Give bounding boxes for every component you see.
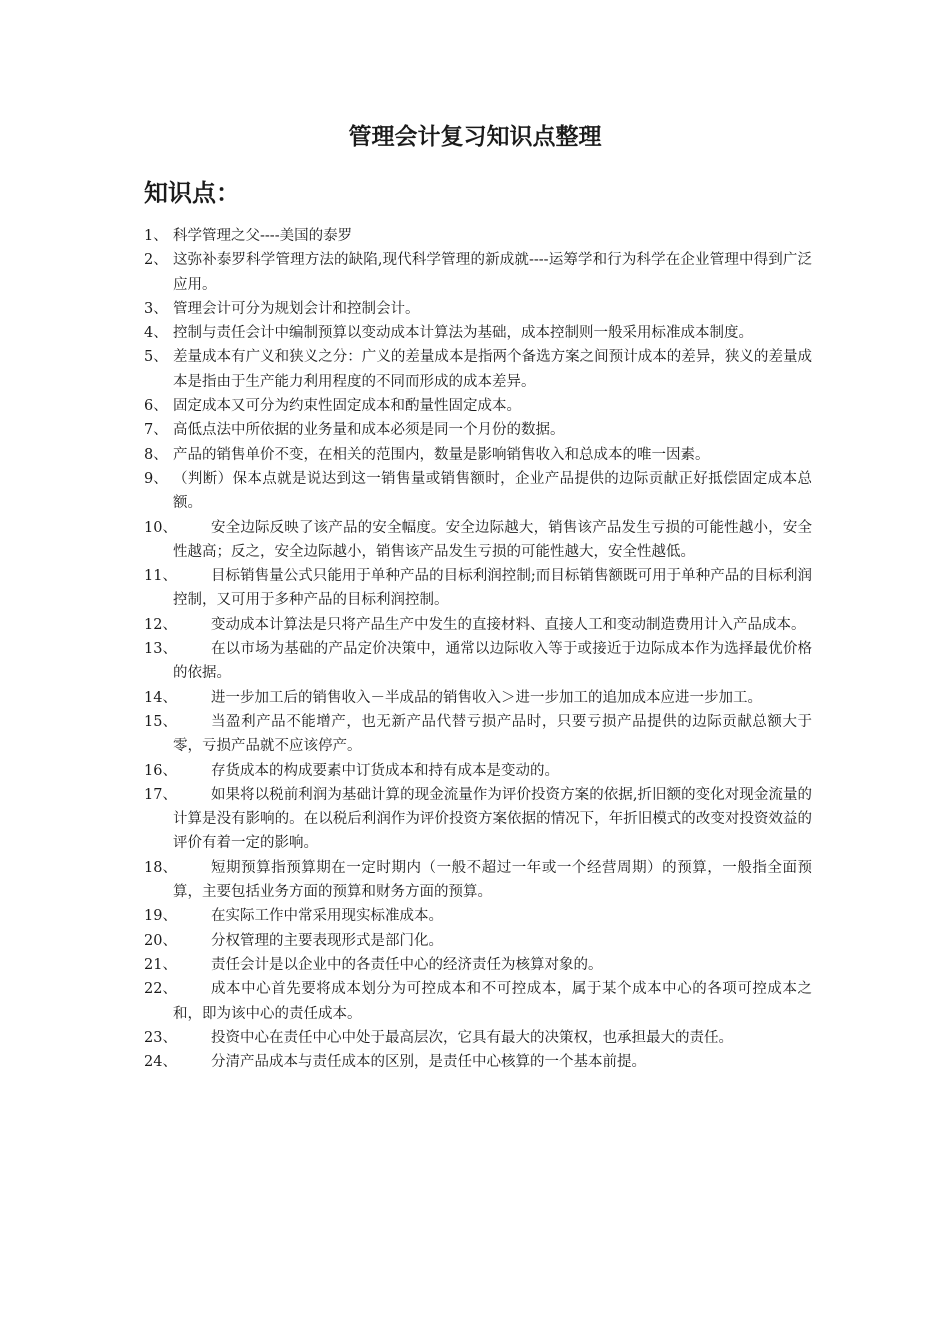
item-number: 23、	[144, 1029, 177, 1046]
item-number: 15、	[144, 713, 177, 730]
list-item	[144, 345, 812, 394]
item-number: 19、	[144, 908, 177, 925]
item-text: 在实际工作中常采用现实标准成本。	[211, 908, 443, 925]
item-text: 投资中心在责任中心中处于最高层次，它具有最大的决策权，也承担最大的责任。	[211, 1029, 733, 1046]
list-item	[144, 443, 812, 467]
item-number: 13、	[144, 641, 177, 658]
list-item	[144, 418, 812, 442]
item-number: 7、	[144, 422, 168, 439]
list-item	[144, 248, 812, 297]
list-item	[144, 953, 812, 977]
item-text: 当盈利产品不能增产，也无新产品代替亏损产品时，只要亏损产品提供的边际贡献总额大于零，亏损产品就不应该停产。	[173, 713, 812, 755]
item-number: 5、	[144, 349, 168, 366]
item-number: 20、	[144, 932, 177, 949]
document-title: 管理会计复习知识点整理	[348, 123, 602, 150]
item-number: 11、	[144, 568, 177, 585]
item-number: 9、	[144, 470, 168, 487]
list-item	[144, 637, 812, 686]
list-item	[144, 564, 812, 613]
item-text: 责任会计是以企业中的各责任中心的经济责任为核算对象的。	[211, 956, 603, 973]
item-text: 科学管理之父----美国的泰罗	[173, 228, 353, 244]
list-item	[144, 686, 812, 710]
item-text: 安全边际反映了该产品的安全幅度。安全边际越大，销售该产品发生亏损的可能性越小，安全性越高；反之，安全边际越小，销售该产品发生亏损的可能性越大，安全性越低。	[173, 519, 812, 560]
list-item	[144, 297, 812, 321]
list-item	[144, 783, 812, 856]
list-item	[144, 710, 812, 759]
item-text: 变动成本计算法是只将产品生产中发生的直接材料、直接人工和变动制造费用计入产品成本。	[211, 616, 806, 633]
item-number: 12、	[144, 616, 177, 633]
item-text: 这弥补泰罗科学管理方法的缺陷,现代科学管理的新成就----运筹学和行为科学在企业管理中得到广泛应用。	[173, 252, 812, 293]
item-number: 14、	[144, 689, 177, 706]
item-number: 6、	[144, 398, 168, 415]
list-item	[144, 759, 812, 783]
item-number: 18、	[144, 859, 177, 876]
item-number: 4、	[144, 325, 168, 342]
item-text: 在以市场为基础的产品定价决策中，通常以边际收入等于或接近于边际成本作为选择最优价格的依据。	[173, 641, 812, 682]
item-text: 分清产品成本与责任成本的区别，是责任中心核算的一个基本前提。	[211, 1054, 646, 1071]
item-number: 17、	[144, 786, 177, 803]
list-item	[144, 904, 812, 928]
item-text: 控制与责任会计中编制预算以变动成本计算法为基础，成本控制则一般采用标准成本制度。	[173, 325, 753, 342]
list-item	[144, 613, 812, 637]
item-text: 差量成本有广义和狭义之分：广义的差量成本是指两个备选方案之间预计成本的差异，狭义的差量成本是指由于生产能力利用程度的不同而形成的成本差异。	[173, 349, 812, 390]
item-text: （判断）保本点就是说达到这一销售量或销售额时，企业产品提供的边际贡献正好抵偿固定成本总额。	[173, 470, 812, 512]
list-item	[144, 224, 812, 248]
item-text: 高低点法中所依据的业务量和成本必须是同一个月份的数据。	[173, 422, 565, 439]
list-item	[144, 856, 812, 905]
item-number: 22、	[144, 981, 177, 998]
item-number: 3、	[144, 300, 168, 317]
item-text: 进一步加工后的销售收入－半成品的销售收入＞进一步加工的追加成本应进一步加工。	[211, 689, 762, 706]
item-text: 管理会计可分为规划会计和控制会计。	[173, 300, 420, 317]
item-number: 21、	[144, 956, 177, 973]
list-item	[144, 1026, 812, 1050]
item-number: 1、	[144, 228, 168, 244]
item-text: 固定成本又可分为约束性固定成本和酌量性固定成本。	[173, 398, 521, 415]
item-number: 24、	[144, 1054, 177, 1071]
list-item	[144, 1050, 812, 1074]
item-text: 分权管理的主要表现形式是部门化。	[211, 932, 443, 949]
item-text: 产品的销售单价不变，在相关的范围内，数量是影响销售收入和总成本的唯一因素。	[173, 446, 710, 463]
list-item	[144, 977, 812, 1026]
item-number: 10、	[144, 519, 177, 536]
item-number: 2、	[144, 252, 168, 269]
list-item	[144, 516, 812, 565]
item-text: 成本中心首先要将成本划分为可控成本和不可控成本，属于某个成本中心的各项可控成本之和，即为该中心的责任成本。	[173, 981, 812, 1022]
list-item	[144, 394, 812, 418]
item-number: 8、	[144, 446, 168, 463]
list-item	[144, 467, 812, 516]
list-item	[144, 321, 812, 345]
list-item	[144, 929, 812, 953]
section-heading: 知识点：	[144, 179, 240, 207]
item-text: 目标销售量公式只能用于单种产品的目标利润控制;而目标销售额既可用于单种产品的目标利润控制，又可用于多种产品的目标利润控制。	[173, 568, 812, 609]
item-text: 短期预算指预算期在一定时期内（一般不超过一年或一个经营周期）的预算，一般指全面预算，主要包括业务方面的预算和财务方面的预算。	[173, 859, 812, 901]
item-number: 16、	[144, 762, 177, 779]
knowledge-point-list	[144, 224, 812, 1074]
item-text: 存货成本的构成要素中订货成本和持有成本是变动的。	[211, 762, 559, 779]
item-text: 如果将以税前利润为基础计算的现金流量作为评价投资方案的依据,折旧额的变化对现金流量的计算是没有影响的。在以税后利润作为评价投资方案依据的情况下，年折旧模式的改变对投资效益的评价有着一定的影响。	[173, 786, 812, 852]
